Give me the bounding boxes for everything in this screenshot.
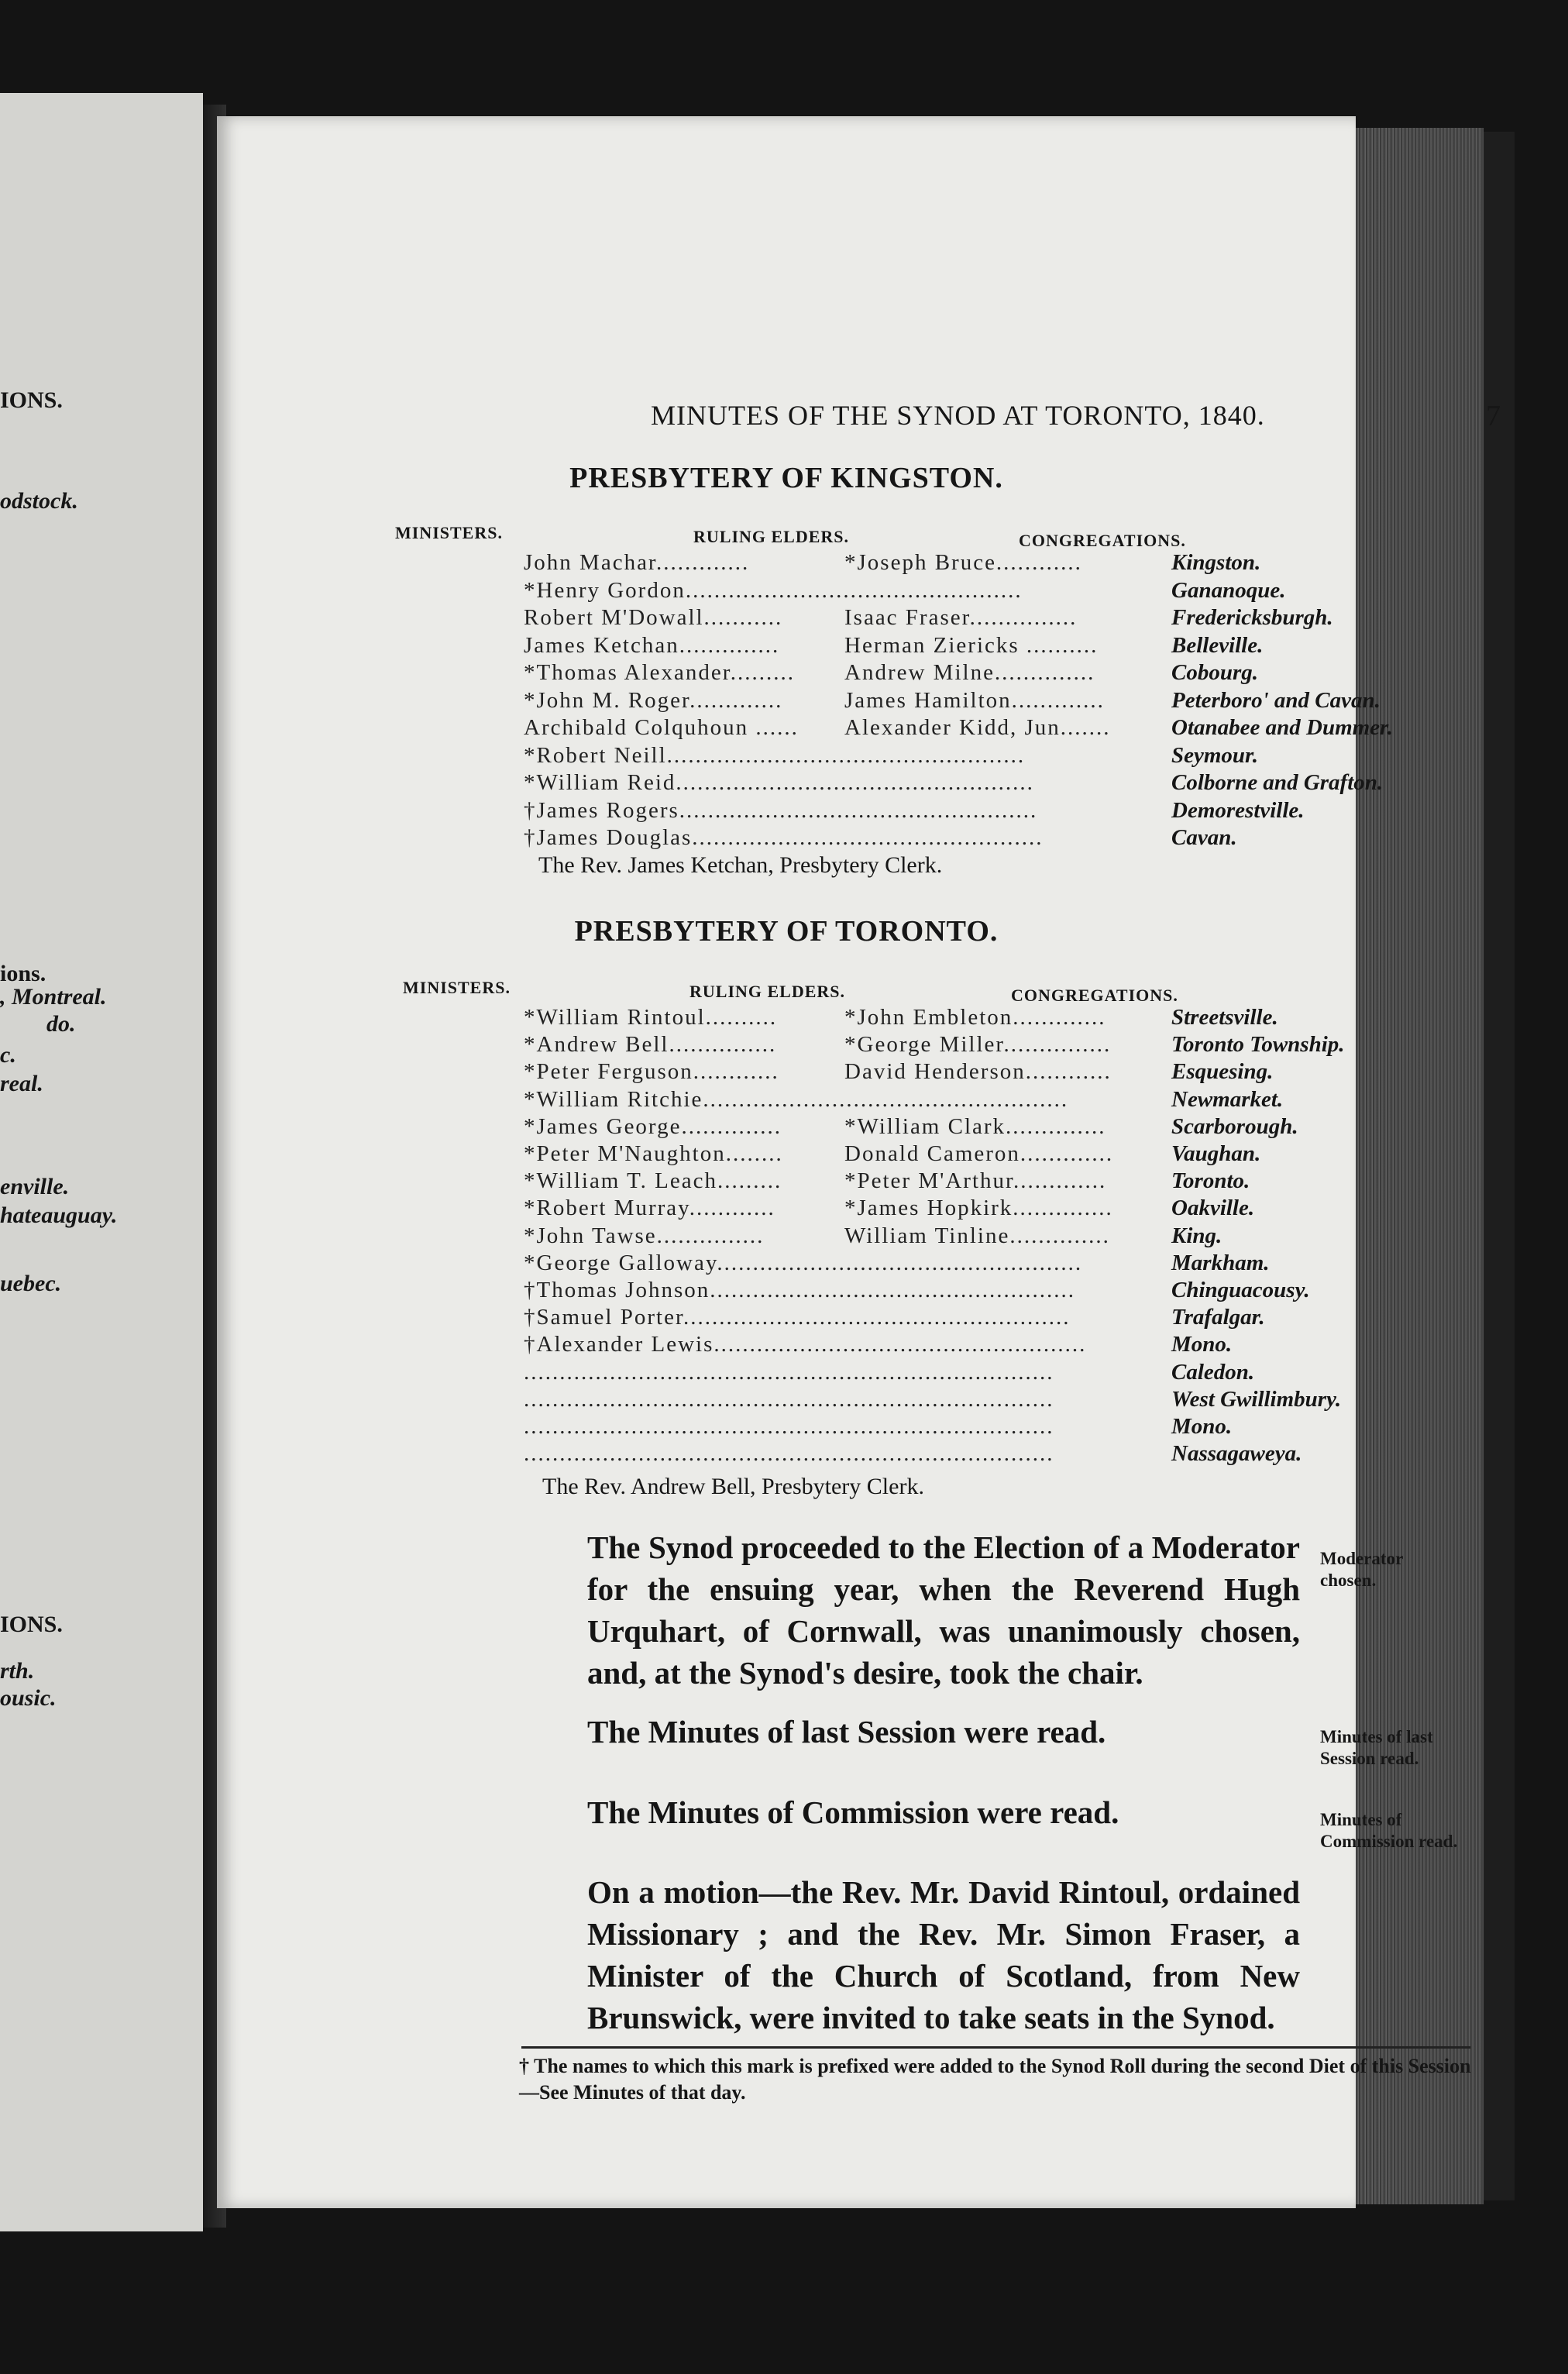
roll-row	[524, 1441, 1415, 1467]
minister-name: ..........................................................................	[524, 1441, 1054, 1467]
margin-note-minutes-commission: Minutes of Commission read.	[1320, 1810, 1458, 1851]
minister-name: †James Douglas.................................................	[524, 825, 1044, 850]
roll-row	[524, 825, 1415, 852]
roll-row	[524, 743, 1415, 769]
roll-row	[524, 1005, 1415, 1031]
roll-row	[524, 1305, 1415, 1331]
margin-note-minutes-session: Minutes of last Session read.	[1320, 1727, 1433, 1768]
ruling-elder-name: *James Hopkirk..............	[844, 1196, 1113, 1221]
paragraph-motion: On a motion—the Rev. Mr. David Rintoul, ordained Missionary ; and the Rev. Mr. Simon Fraser, a Minister of the Church of Scotland, from New Brunswick, were invited to take seats in the Synod.	[587, 1874, 1300, 2035]
minister-name: Robert M'Dowall...........	[524, 605, 783, 630]
congregation-name: Toronto Township.	[1171, 1032, 1345, 1058]
book-cover-edge	[1484, 132, 1515, 2200]
left-page-fragment: ousic.	[0, 1685, 57, 1711]
roll-row	[524, 715, 1415, 741]
minister-name: *Thomas Alexander.........	[524, 660, 796, 685]
congregation-name: King.	[1171, 1223, 1222, 1248]
congregation-name: Chinguacousy.	[1171, 1278, 1310, 1302]
paragraph-minutes-session: The Minutes of last Session were read.	[587, 1714, 1106, 1750]
minister-name: *William Ritchie...................................................	[524, 1086, 1069, 1112]
congregation-name: Mono.	[1171, 1332, 1233, 1357]
minister-name: †Alexander Lewis....................................................	[524, 1332, 1087, 1357]
roll-row	[524, 770, 1415, 796]
presbytery-kingston-title: PRESBYTERY OF KINGSTON.	[569, 462, 1003, 494]
congregation-name: Kingston.	[1171, 550, 1261, 575]
minister-name: *William T. Leach.........	[524, 1168, 782, 1194]
minister-name: *Peter M'Naughton........	[524, 1141, 783, 1166]
left-page-fragment: , Montreal.	[0, 984, 107, 1010]
ruling-elder-name: *William Clark..............	[844, 1113, 1106, 1139]
minister-name: *Henry Gordon...............................................	[524, 577, 1023, 603]
minister-name: *William Reid..................................................	[524, 770, 1034, 795]
congregation-name: Caledon.	[1171, 1359, 1255, 1385]
minister-name: †James Rogers..................................................	[524, 797, 1038, 823]
congregation-name: Vaughan.	[1171, 1141, 1261, 1166]
ruling-elder-name: *George Miller...............	[844, 1032, 1112, 1058]
congregation-name: Demorestville.	[1171, 797, 1305, 823]
congregation-name: West Gwillimbury.	[1171, 1386, 1342, 1412]
minister-name: *Peter Ferguson............	[524, 1059, 779, 1085]
roll-row	[524, 660, 1415, 686]
congregation-name: Seymour.	[1171, 742, 1258, 768]
ministers-header: MINISTERS.	[395, 523, 503, 542]
left-page-fragment: do.	[46, 1011, 76, 1037]
congregation-name: Cobourg.	[1171, 660, 1259, 685]
minister-name: *Robert Neill..................................................	[524, 742, 1026, 768]
minister-name: *Andrew Bell...............	[524, 1032, 777, 1058]
minister-name: John Machar.............	[524, 550, 750, 575]
toronto-clerk: The Rev. Andrew Bell, Presbytery Clerk.	[542, 1474, 924, 1499]
ruling-elder-name: *John Embleton.............	[844, 1005, 1106, 1030]
roll-row	[524, 1251, 1415, 1277]
minister-name: *William Rintoul..........	[524, 1005, 778, 1030]
congregation-name: Gananoque.	[1171, 577, 1286, 603]
previous-page-edge	[0, 93, 203, 2231]
margin-note-moderator: Moderator chosen.	[1320, 1549, 1403, 1590]
page-number: 7	[1486, 400, 1501, 432]
minister-name: ..........................................................................	[524, 1386, 1054, 1412]
roll-row	[524, 1332, 1415, 1358]
minister-name: ..........................................................................	[524, 1414, 1054, 1439]
roll-row	[524, 550, 1415, 576]
left-page-fragment: IONS.	[0, 387, 63, 413]
ruling-elders-header: RULING ELDERS.	[689, 982, 846, 1001]
minister-name: James Ketchan..............	[524, 632, 780, 658]
roll-row	[524, 798, 1415, 824]
congregation-name: Oakville.	[1171, 1196, 1255, 1221]
minister-name: †Samuel Porter......................................................	[524, 1305, 1071, 1330]
roll-row	[524, 1196, 1415, 1222]
paragraph-minutes-commission: The Minutes of Commission were read.	[587, 1794, 1119, 1830]
left-page-fragment: uebec.	[0, 1271, 62, 1296]
kingston-clerk: The Rev. James Ketchan, Presbytery Clerk.	[538, 852, 943, 878]
ruling-elder-name: Herman Ziericks ..........	[844, 632, 1099, 658]
congregation-name: Newmarket.	[1171, 1086, 1284, 1112]
congregation-name: Peterboro' and Cavan.	[1171, 687, 1381, 713]
minister-name: *John M. Roger.............	[524, 687, 783, 713]
minister-name: *James George..............	[524, 1113, 782, 1139]
minister-name: *George Galloway...................................................	[524, 1250, 1083, 1275]
congregations-header: CONGREGATIONS.	[1019, 531, 1186, 550]
ruling-elder-name: David Henderson............	[844, 1059, 1112, 1085]
ruling-elder-name: *Peter M'Arthur.............	[844, 1168, 1107, 1194]
congregation-name: Otanabee and Dummer.	[1171, 715, 1393, 740]
congregation-name: Mono.	[1171, 1414, 1233, 1439]
paragraph-moderator: The Synod proceeded to the Election of a Moderator for the ensuing year, when the Reverend Hugh Urquhart, of Cornwall, was unanimously chosen, and, at the Synod's desire, took the chair.	[587, 1529, 1300, 1691]
roll-row	[524, 633, 1415, 659]
congregation-name: Colborne and Grafton.	[1171, 770, 1384, 795]
minister-name: *Robert Murray............	[524, 1196, 775, 1221]
roll-row	[524, 605, 1415, 631]
minister-name: ..........................................................................	[524, 1359, 1054, 1385]
minister-name: *John Tawse...............	[524, 1223, 765, 1248]
ruling-elder-name: *Joseph Bruce............	[844, 550, 1082, 575]
roll-row	[524, 1278, 1415, 1304]
left-page-fragment: odstock.	[0, 488, 78, 514]
ruling-elder-name: William Tinline..............	[844, 1223, 1110, 1248]
roll-row	[524, 1223, 1415, 1250]
congregations-header: CONGREGATIONS.	[1011, 986, 1178, 1005]
presbytery-toronto-title: PRESBYTERY OF TORONTO.	[574, 915, 999, 948]
congregation-name: Fredericksburgh.	[1171, 605, 1333, 630]
footnote: † The names to which this mark is prefixed were added to the Synod Roll during the second Diet of this Session—See Minutes of that day.	[519, 2055, 1471, 2104]
ruling-elder-name: James Hamilton.............	[844, 687, 1105, 713]
roll-row	[524, 1032, 1415, 1058]
ruling-elders-header: RULING ELDERS.	[693, 527, 850, 546]
left-page-fragment: ions.	[0, 961, 46, 986]
congregation-name: Markham.	[1171, 1250, 1270, 1275]
roll-row	[524, 578, 1415, 604]
roll-row	[524, 1059, 1415, 1086]
roll-row	[524, 1414, 1415, 1440]
congregation-name: Cavan.	[1171, 825, 1237, 850]
roll-row	[524, 1141, 1415, 1168]
ruling-elder-name: Isaac Fraser...............	[844, 605, 1078, 630]
congregation-name: Toronto.	[1171, 1168, 1250, 1194]
ruling-elder-name: Alexander Kidd, Jun.......	[844, 715, 1111, 740]
roll-row	[524, 1087, 1415, 1113]
congregation-name: Streetsville.	[1171, 1005, 1278, 1030]
congregation-name: Belleville.	[1171, 632, 1264, 658]
congregation-name: Esquesing.	[1171, 1059, 1274, 1085]
left-page-fragment: rth.	[0, 1658, 35, 1684]
congregation-name: Trafalgar.	[1171, 1305, 1265, 1330]
ministers-header: MINISTERS.	[403, 978, 511, 997]
roll-row	[524, 1114, 1415, 1141]
ruling-elder-name: Andrew Milne..............	[844, 660, 1095, 685]
left-page-fragment: c.	[0, 1042, 16, 1068]
left-page-fragment: IONS.	[0, 1612, 63, 1637]
left-page-fragment: enville.	[0, 1174, 70, 1199]
running-head: MINUTES OF THE SYNOD AT TORONTO, 1840.	[651, 400, 1265, 431]
roll-row	[524, 1168, 1415, 1195]
roll-row	[524, 1360, 1415, 1386]
ruling-elder-name: Donald Cameron.............	[844, 1141, 1114, 1166]
roll-row	[524, 688, 1415, 714]
congregation-name: Nassagaweya.	[1171, 1441, 1302, 1467]
page	[217, 116, 1501, 2208]
roll-row	[524, 1387, 1415, 1413]
left-page-fragment: hateauguay.	[0, 1202, 118, 1228]
minister-name: †Thomas Johnson...................................................	[524, 1278, 1075, 1302]
minister-name: Archibald Colquhoun ......	[524, 715, 799, 740]
congregation-name: Scarborough.	[1171, 1113, 1298, 1139]
left-page-fragment: real.	[0, 1071, 43, 1096]
footnote-rule	[521, 2046, 1470, 2049]
